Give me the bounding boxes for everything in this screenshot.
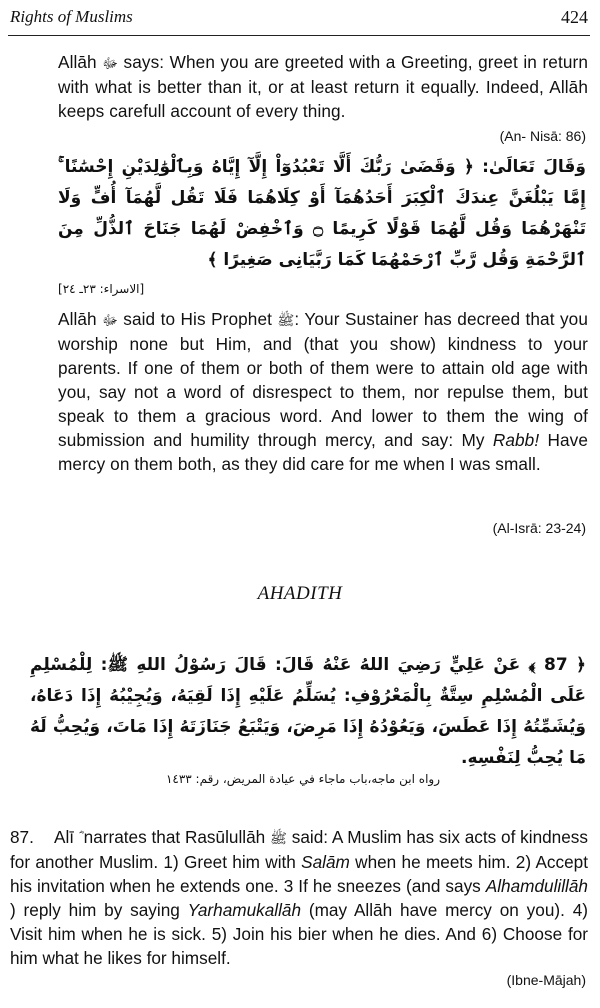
verse-reference-1: (An- Nisā: 86) <box>499 128 586 144</box>
hadith-translation: 87. Alī narrates that Rasūlullāh ﷺ said: A Muslim has six acts of kindness for another Muslim. 1) Greet him with Salām when he meets him. 2) Accept his invitation when he extends one. 3 If he sneezes (and says Alhamdulillāh ) reply him by saying Yarhamukallāh (may Allāh have mercy on you). 4) Visit him when he is sick. 5) Join his bier when he dies. And 6) Choose for him what he likes for himself. <box>10 827 588 968</box>
verse-translation-1: Allāh ﷻ says: When you are greeted with a Greeting, greet in return with what is better than it, or at least return it equally. Indeed, Allāh keeps carefull account of every thing. <box>58 52 588 121</box>
hadith-arabic-reference: رواه ابن ماجه،باب ماجاء في عيادة المريض، رقم: ١٤٣٣ <box>165 772 440 786</box>
header-rule <box>8 35 590 36</box>
hadith-reference: (Ibne-Mājah) <box>506 972 586 988</box>
arabic-verse-reference: [الاسراء: ٢٣ـ ٢٤] <box>58 282 145 296</box>
page-number: 424 <box>561 6 588 27</box>
section-title: AHADITH <box>257 583 343 604</box>
seal-glyph: ﷻ <box>102 55 119 71</box>
running-title: Rights of Muslims <box>10 7 133 26</box>
arabic-verse: وَقَالَ تَعَالَىٰ: ﴿ وَقَضَىٰ رَبُّكَ أَلَّا تَعْبُدُوٓاْ إِلَّآ إِيَّاهُ وَبِٱلْوَٰلِدَيْنِ إِحْسَٰنًا ۚ إِمَّا يَبْلُغَنَّ عِندَكَ ٱلْكِبَرَ أَحَدُهُمَآ أَوْ كِلَاهُمَا فَلَا تَقُل لَّهُمَآ أُفٍّ وَلَا تَنْهَرْهُمَا وَقُل لَّهُمَا قَوْلًا كَرِيمًا ۝ وَٱخْفِضْ لَهُمَا جَنَاحَ ٱلذُّلِّ مِنَ ٱلرَّحْمَةِ وَقُل رَّبِّ ٱرْحَمْهُمَا كَمَا رَبَّيَانِى صَغِيرًا ﴾ <box>58 157 586 270</box>
verse-reference-2: (Al-Isrā: 23-24) <box>492 520 586 536</box>
verse-translation-2: Allāh ﷻ said to His Prophet ﷺ: Your Sustainer has decreed that you worship none but Him, and (that you show) kindness to your parents. If one of them or both of them were to attain old age with you, say not a word of disrespect to them, nor repulse them, but speak to them a gracious word. And lower to them the wing of submission and humility through mercy, and say: My Rabb! Have mercy on them both, as they did care for me when I was small. <box>58 309 588 474</box>
page-header <box>10 2 588 32</box>
hadith-number: 87. <box>10 827 34 847</box>
hadith-arabic: ﴿ 87 ﴾ عَنْ عَلِيٍّ رَضِيَ اللهُ عَنْهُ قَالَ: قَالَ رَسُوْلُ اللهِ ﷺ: لِلْمُسْلِمِ عَلَى الْمُسْلِمِ سِتَّةٌ بِالْمَعْرُوْفِ: يُسَلِّمُ عَلَيْهِ إِذَا لَقِيَهُ، وَيُجِيْبُهُ إِذَا دَعَاهُ، وَيُشَمِّتُهُ إِذَا عَطَسَ، وَيَعُوْدُهُ إِذَا مَرِضَ، وَيَتْبَعُ جَنَازَتَهُ إِذَا مَاتَ، وَيُحِبُّ لَهُ مَا يُحِبُّ لِنَفْسِهِ. <box>30 655 586 768</box>
